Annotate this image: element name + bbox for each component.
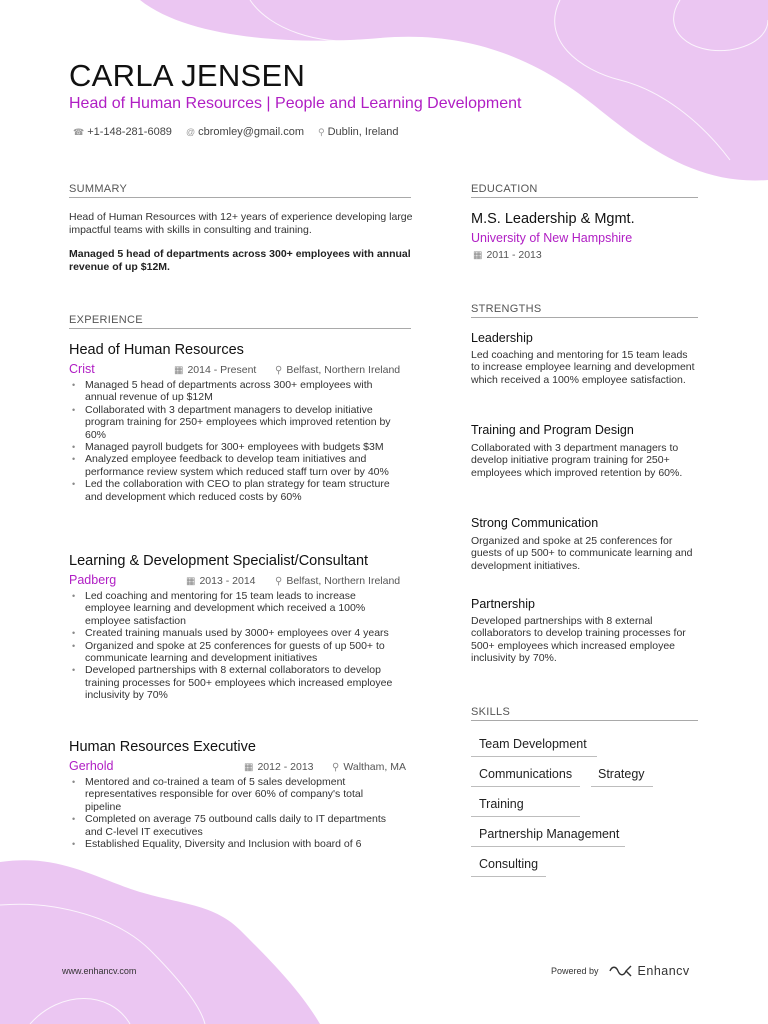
job-bullet: • Led the collaboration with CEO to plan strategy for team structure and development which reduced costs by 60% xyxy=(69,478,399,503)
job-location: ⚲ Belfast, Northern Ireland xyxy=(275,575,401,587)
job-title: Head of Human Resources xyxy=(69,342,244,358)
experience-divider xyxy=(69,328,411,329)
job-bullets xyxy=(69,379,399,503)
strength-description: Organized and spoke at 25 conferences for guests of up 500+ to communicate learning and development initiatives. xyxy=(471,535,693,572)
experience-heading: EXPERIENCE xyxy=(69,314,143,326)
location-pin-icon: ⚲ xyxy=(275,365,283,376)
enhancv-logo-icon xyxy=(609,965,633,977)
job-dates: ▦ 2012 - 2013 xyxy=(244,761,314,773)
calendar-icon: ▦ xyxy=(244,762,254,773)
education-school: University of New Hampshire xyxy=(471,231,633,245)
calendar-icon: ▦ xyxy=(186,576,196,587)
footer-website-link[interactable]: www.enhancv.com xyxy=(62,966,137,976)
strength-description: Led coaching and mentoring for 15 team leads to increase employee learning and development which received a 100% employee satisfaction. xyxy=(471,349,695,386)
job-dates: ▦ 2014 - Present xyxy=(174,364,257,376)
education-dates: ▦ 2011 - 2013 xyxy=(473,249,542,261)
skill-tag: Partnership Management xyxy=(471,827,625,847)
summary-text: Head of Human Resources with 12+ years of experience developing large impactful teams with skills in consulting and training. xyxy=(69,211,413,236)
job-location: ⚲ Belfast, Northern Ireland xyxy=(275,364,401,376)
email-text: cbromley@gmail.com xyxy=(198,126,304,138)
company-name: Padberg xyxy=(69,573,117,587)
education-degree: M.S. Leadership & Mgmt. xyxy=(471,211,635,227)
company-name: Crist xyxy=(69,362,95,376)
job-bullet: • Created training manuals used by 3000+ employees over 4 years xyxy=(69,627,399,639)
skill-tag: Training xyxy=(471,797,580,817)
job-title: Learning & Development Specialist/Consultant xyxy=(69,553,369,569)
skill-tag: Consulting xyxy=(471,857,546,877)
skill-tag: Team Development xyxy=(471,737,597,757)
phone-icon: ☎ xyxy=(73,127,85,137)
strength-description: Collaborated with 3 department managers to develop initiative program training for 250+ employees which improved retention by 60%. xyxy=(471,442,683,479)
summary-heading: SUMMARY xyxy=(69,183,128,195)
job-bullet: • Mentored and co-trained a team of 5 sales development representatives responsible for over 60% of company's total pipeline xyxy=(69,776,399,813)
location-text: Dublin, Ireland xyxy=(327,126,399,138)
skill-tag: Strategy xyxy=(591,767,653,787)
at-icon: @ xyxy=(185,127,196,137)
strength-title: Leadership xyxy=(471,331,533,345)
job-bullet: • Developed partnerships with 8 external collaborators to develop training processes for 500+ employees which increased employee inclusivity by 70% xyxy=(69,664,399,701)
headline: Head of Human Resources | People and Learning Development xyxy=(69,95,522,112)
contact-email[interactable] xyxy=(186,126,304,138)
calendar-icon: ▦ xyxy=(473,250,483,261)
job-bullet: • Led coaching and mentoring for 15 team leads to increase employee learning and development which received a 100% employee satisfaction xyxy=(69,590,399,627)
job-location: ⚲ Waltham, MA xyxy=(332,761,406,773)
education-divider xyxy=(471,197,698,198)
candidate-name: CARLA JENSEN xyxy=(69,58,306,93)
contact-location xyxy=(318,126,399,138)
contact-row xyxy=(73,126,399,138)
location-pin-icon: ⚲ xyxy=(275,576,283,587)
brand-name: Enhancv xyxy=(637,964,690,978)
job-bullet: • Established Equality, Diversity and Inclusion with board of 6 xyxy=(69,838,399,850)
strength-title: Training and Program Design xyxy=(471,423,634,437)
job-dates: ▦ 2013 - 2014 xyxy=(186,575,256,587)
contact-phone[interactable] xyxy=(73,126,172,138)
summary-divider xyxy=(69,197,411,198)
brand-logo xyxy=(609,964,690,978)
job-bullets xyxy=(69,590,399,702)
skills-divider xyxy=(471,720,698,721)
job-bullet: • Collaborated with 3 department managers to develop initiative program training for 250+ employees which improved retention by 60% xyxy=(69,404,399,441)
location-pin-icon: ⚲ xyxy=(318,127,325,137)
skills-heading: SKILLS xyxy=(471,706,511,718)
strength-title: Strong Communication xyxy=(471,516,599,530)
job-bullets xyxy=(69,776,399,850)
footer-powered-by[interactable] xyxy=(551,964,690,978)
job-bullet: • Analyzed employee feedback to develop team initiatives and performance review system which reduced staff turn over by 40% xyxy=(69,453,399,478)
strength-description: Developed partnerships with 8 external collaborators to develop training processes for 500+ employees which increased employee inclusivity by 70%. xyxy=(471,615,686,665)
summary-highlight: Managed 5 head of departments across 300+ employees with annual revenue of up $12M. xyxy=(69,248,411,273)
job-bullet: • Managed 5 head of departments across 300+ employees with annual revenue of up $12M xyxy=(69,379,399,404)
job-bullet: • Completed on average 75 outbound calls daily to IT departments and C-level IT executives xyxy=(69,813,399,838)
summary-section xyxy=(69,211,414,273)
strength-title: Partnership xyxy=(471,597,535,611)
job-title: Human Resources Executive xyxy=(69,739,256,755)
company-name: Gerhold xyxy=(69,759,114,773)
strengths-heading: STRENGTHS xyxy=(471,303,542,315)
job-bullet: • Managed payroll budgets for 300+ employees with budgets $3M xyxy=(69,441,399,453)
phone-text: +1-148-281-6089 xyxy=(87,126,172,138)
job-bullet: • Organized and spoke at 25 conferences for guests of up 500+ to communicate learning and development initiatives xyxy=(69,640,399,665)
powered-by-label: Powered by xyxy=(551,966,599,976)
location-pin-icon: ⚲ xyxy=(332,762,340,773)
strengths-divider xyxy=(471,317,698,318)
calendar-icon: ▦ xyxy=(174,365,184,376)
skill-tag: Communications xyxy=(471,767,580,787)
education-heading: EDUCATION xyxy=(471,183,538,195)
